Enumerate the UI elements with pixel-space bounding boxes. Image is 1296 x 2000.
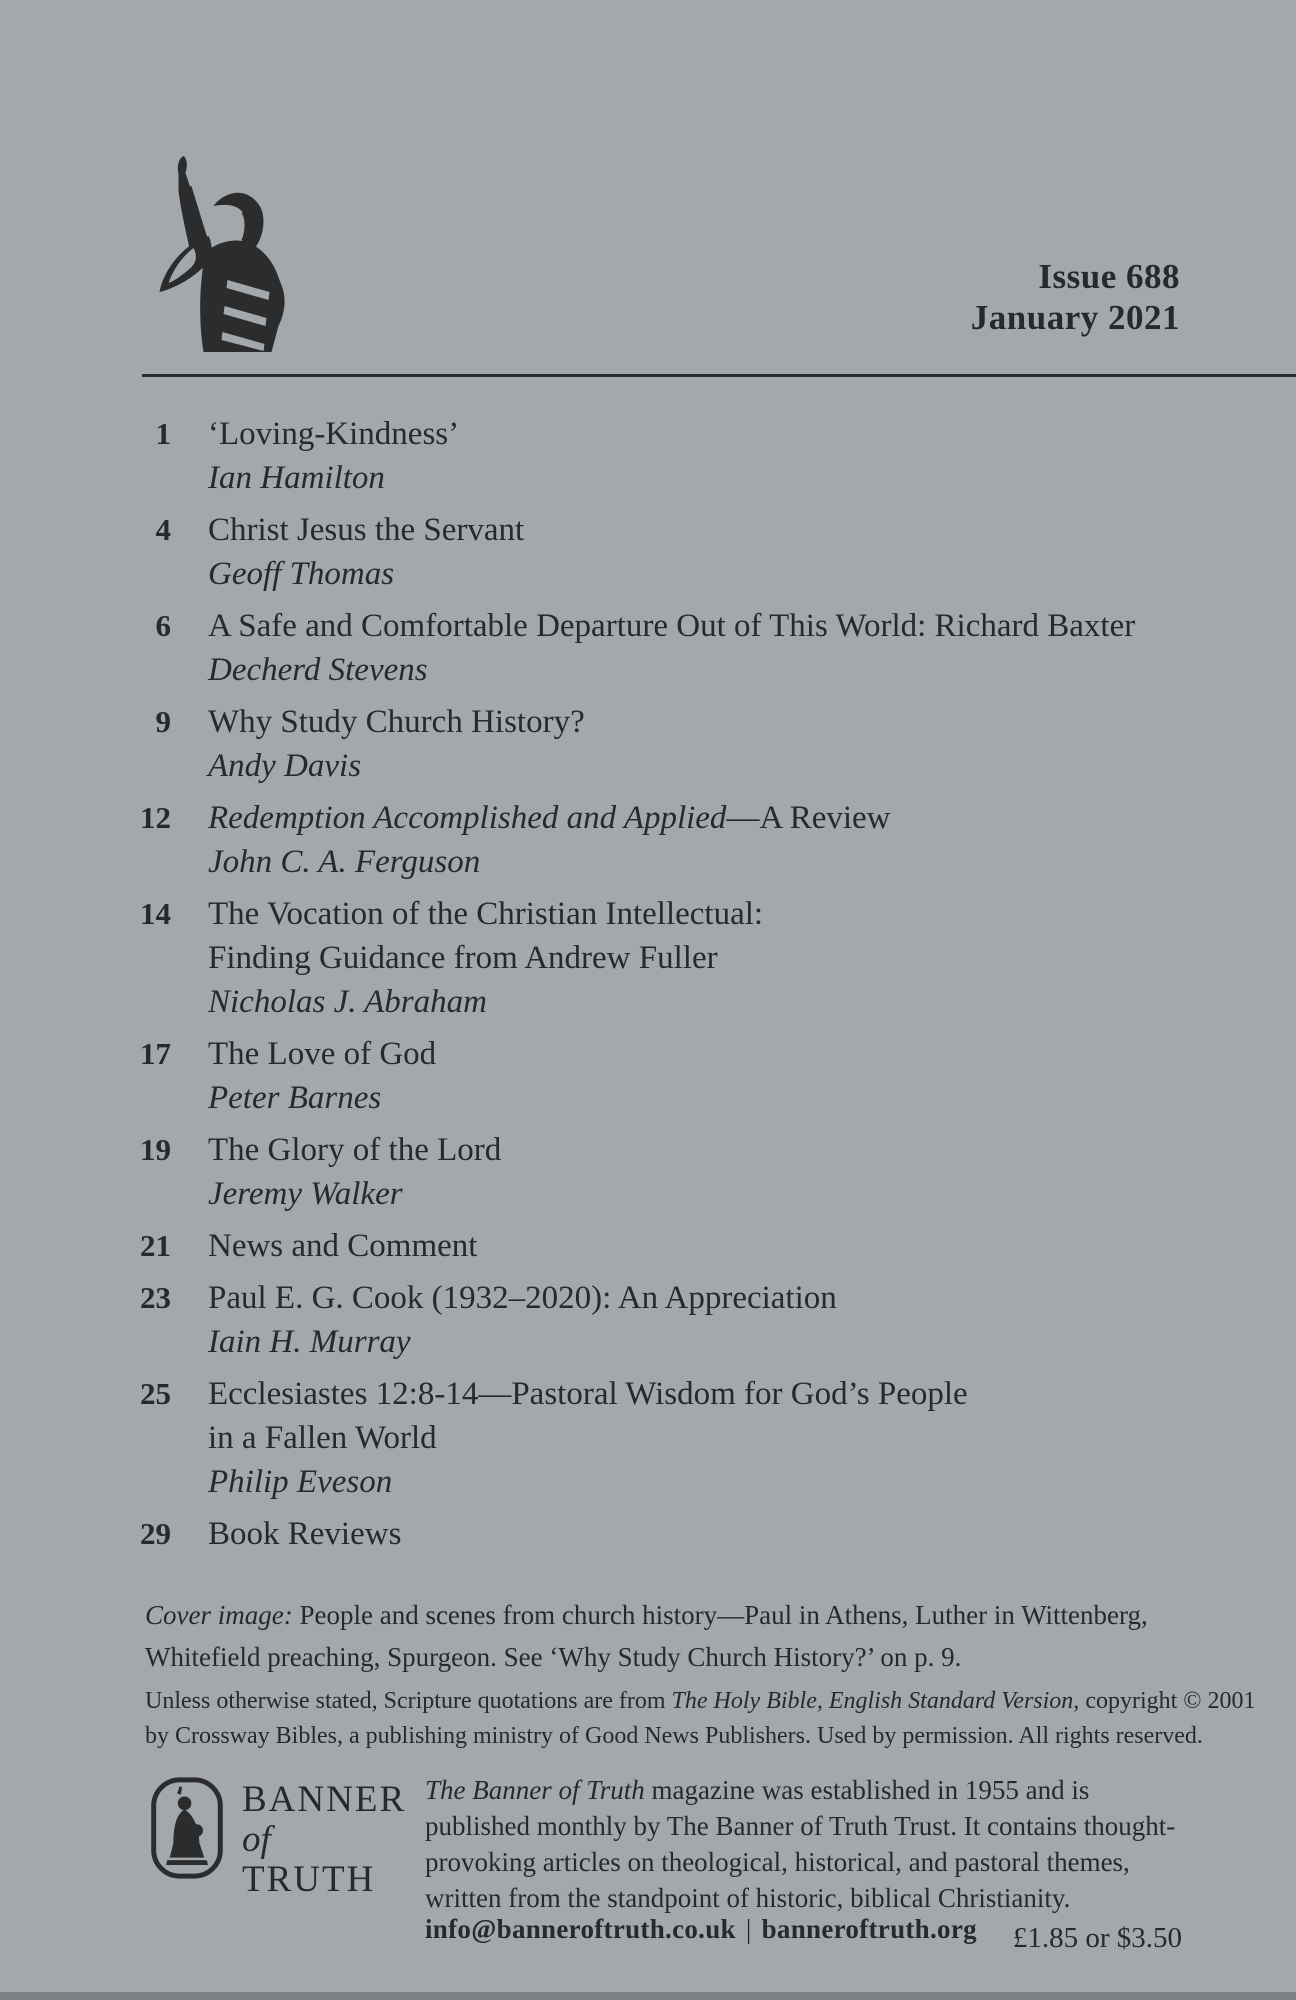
toc-entry	[129, 1224, 1239, 1268]
toc-entry-body	[208, 508, 524, 596]
toc-entry-body	[208, 604, 1135, 692]
toc-page-number: 1	[155, 416, 171, 451]
toc-entry	[129, 700, 1239, 788]
text-run: magazine was established in 1955 and is	[644, 1775, 1090, 1805]
toc-title-line	[208, 936, 763, 980]
header-rule	[142, 374, 1296, 377]
italic-text-run: The Holy Bible, English Standard Version,	[671, 1688, 1080, 1714]
toc-entry	[129, 412, 1239, 500]
text-run: provoking articles on theological, historical, and pastoral themes,	[425, 1847, 1130, 1877]
toc-page-number: 9	[155, 704, 171, 739]
toc-entry-body	[208, 1512, 401, 1556]
toc-title-line	[208, 1372, 968, 1416]
page-bottom-edge	[0, 1992, 1296, 2000]
text-run: Paul E. G. Cook (1932–2020): An Appreciation	[208, 1280, 837, 1316]
toc-page-number: 4	[155, 512, 171, 547]
contact-website: banneroftruth.org	[761, 1914, 977, 1944]
toc-entry	[129, 1032, 1239, 1120]
toc-title-line	[208, 1416, 968, 1460]
issue-number: Issue 688	[1038, 257, 1180, 296]
toc-author: Ian Hamilton	[208, 460, 385, 496]
toc-title-line	[208, 1128, 501, 1172]
toc-author: Andy Davis	[208, 748, 362, 784]
preacher-figure-logo	[145, 152, 310, 352]
toc-title-line	[208, 604, 1135, 648]
cover-image-note	[145, 1594, 1148, 1678]
wordmark-line2	[242, 1820, 406, 1900]
toc-title-line	[208, 796, 891, 840]
toc-title-line	[208, 700, 585, 744]
italic-text-run: Cover image:	[145, 1600, 293, 1630]
toc-author: Nicholas J. Abraham	[208, 984, 487, 1020]
text-run: Whitefield preaching, Spurgeon. See ‘Why Study Church History?’ on p. 9.	[145, 1642, 962, 1672]
toc-page-number: 23	[140, 1280, 171, 1315]
toc-title-line	[208, 1512, 401, 1556]
toc-page-number: 21	[140, 1228, 171, 1263]
toc-entry	[129, 892, 1239, 1024]
toc-author: Geoff Thomas	[208, 556, 395, 592]
price-label: £1.85 or $3.50	[1012, 1922, 1182, 1954]
toc-page-number: 19	[140, 1132, 171, 1167]
italic-text-run: Redemption Accomplished and Applied	[208, 800, 727, 836]
text-run: in a Fallen World	[208, 1420, 437, 1456]
about-line	[425, 1808, 1255, 1844]
contact-email: info@banneroftruth.co.uk	[425, 1914, 736, 1944]
toc-page-number: 17	[140, 1036, 171, 1071]
toc-author: Peter Barnes	[208, 1080, 382, 1116]
text-run: Christ Jesus the Servant	[208, 512, 525, 548]
text-run: Ecclesiastes 12:8-14—Pastoral Wisdom for God’s People	[208, 1376, 968, 1412]
toc-entry-body	[208, 1276, 837, 1364]
about-line	[425, 1772, 1255, 1808]
text-run: copyright © 2001	[1079, 1688, 1256, 1714]
issue-date: January 2021	[970, 298, 1180, 337]
wordmark-of: of	[242, 1819, 271, 1860]
toc-entry-body	[208, 892, 763, 1024]
toc-title-line	[208, 1224, 477, 1268]
text-run: The Glory of the Lord	[208, 1132, 502, 1168]
wordmark-truth: TRUTH	[242, 1859, 376, 1900]
toc-title-line	[208, 892, 763, 936]
toc-title-line	[208, 1276, 837, 1320]
toc-entry-body	[208, 1128, 501, 1216]
toc-page-number: 14	[140, 896, 171, 931]
publisher-logo	[150, 1776, 407, 1900]
toc-entry	[129, 1128, 1239, 1216]
toc-entry-body	[208, 796, 891, 884]
text-run: —A Review	[726, 800, 891, 836]
text-run: A Safe and Comfortable Departure Out of This World: Richard Baxter	[208, 608, 1136, 644]
scripture-note-line	[145, 1684, 1256, 1719]
contact-line	[425, 1914, 977, 1945]
about-paragraph	[425, 1772, 1255, 1916]
about-line	[425, 1844, 1255, 1880]
text-run: Finding Guidance from Andrew Fuller	[208, 940, 718, 976]
text-run: Why Study Church History?	[208, 704, 585, 740]
text-run: People and scenes from church history—Paul in Athens, Luther in Wittenberg,	[292, 1600, 1148, 1630]
text-run: Book Reviews	[208, 1516, 402, 1552]
text-run: ‘Loving-Kindness’	[208, 416, 460, 452]
scripture-note-line	[145, 1719, 1256, 1754]
toc-entry	[129, 1512, 1239, 1556]
toc-entry	[129, 604, 1239, 692]
toc-author: John C. A. Ferguson	[208, 844, 481, 880]
cover-note-line	[145, 1636, 1148, 1678]
toc-author: Jeremy Walker	[208, 1176, 403, 1212]
toc-entry-body	[208, 412, 459, 500]
text-run: The Vocation of the Christian Intellectual:	[208, 896, 764, 932]
about-line	[425, 1880, 1255, 1916]
toc-page-number: 25	[140, 1376, 171, 1411]
toc-entry-body	[208, 1372, 968, 1504]
text-run: by Crossway Bibles, a publishing ministry of Good News Publishers. Used by permission. All rights reserved.	[145, 1723, 1203, 1749]
toc-author: Decherd Stevens	[208, 652, 428, 688]
toc-entry	[129, 1276, 1239, 1364]
text-run: published monthly by The Banner of Truth Trust. It contains thought-	[425, 1811, 1176, 1841]
toc-title-line	[208, 1032, 436, 1076]
issue-block	[971, 256, 1180, 338]
banner-of-truth-mark-icon	[150, 1776, 224, 1880]
text-run: The Love of God	[208, 1036, 437, 1072]
toc-author: Philip Eveson	[208, 1464, 393, 1500]
wordmark-line1: BANNER	[242, 1779, 407, 1820]
toc-page-number: 6	[155, 608, 171, 643]
toc-entry	[129, 1372, 1239, 1504]
toc-title-line	[208, 412, 459, 456]
contact-separator: |	[745, 1914, 752, 1944]
toc-entry-body	[208, 1224, 477, 1268]
toc-list	[129, 412, 1239, 1564]
toc-entry	[129, 508, 1239, 596]
toc-entry-body	[208, 700, 585, 788]
toc-entry-body	[208, 1032, 436, 1120]
text-run: Unless otherwise stated, Scripture quotations are from	[145, 1688, 672, 1714]
toc-author: Iain H. Murray	[208, 1324, 411, 1360]
toc-page-number: 12	[140, 800, 171, 835]
toc-entry	[129, 796, 1239, 884]
toc-page-number: 29	[140, 1516, 171, 1551]
toc-title-line	[208, 508, 524, 552]
text-run: News and Comment	[208, 1228, 478, 1264]
publisher-wordmark	[242, 1780, 406, 1900]
text-run: written from the standpoint of historic, biblical Christianity.	[425, 1883, 1071, 1913]
italic-text-run: The Banner of Truth	[425, 1775, 645, 1805]
cover-note-line	[145, 1594, 1148, 1636]
scripture-copyright-note	[145, 1684, 1256, 1754]
